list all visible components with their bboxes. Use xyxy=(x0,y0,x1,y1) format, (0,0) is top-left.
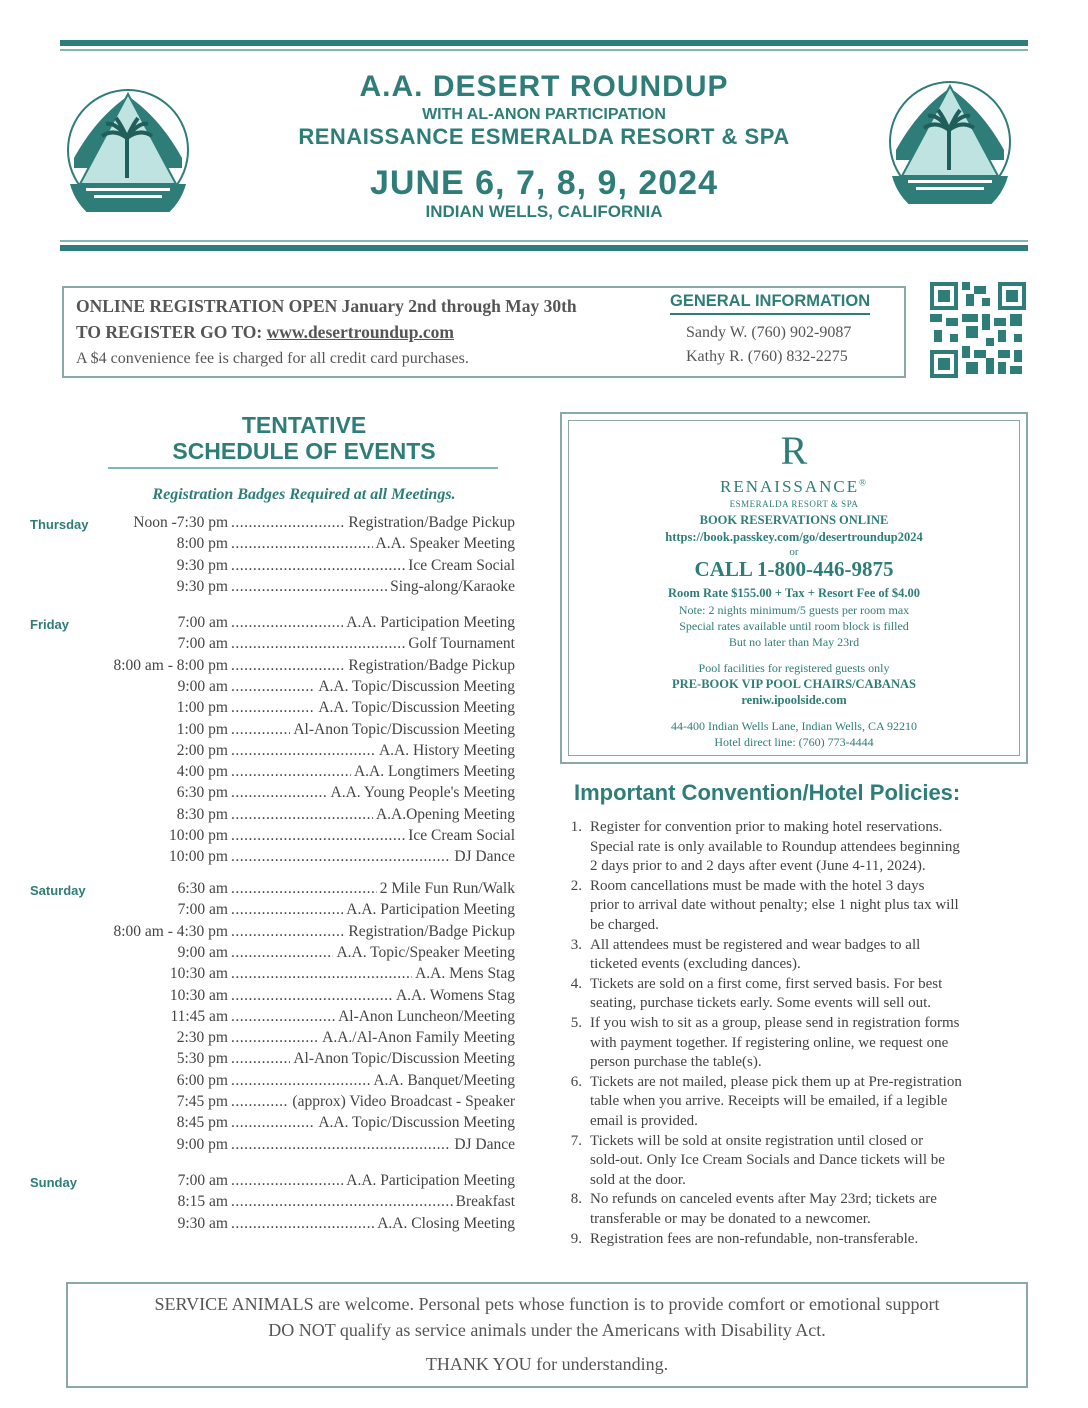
schedule-row xyxy=(90,1114,515,1135)
event-name: Registration/Badge Pickup xyxy=(348,514,515,531)
event-time: 8:00 am - 8:00 pm xyxy=(113,656,228,674)
event-time: 8:00 am - 4:30 pm xyxy=(113,922,228,940)
hotel-brand xyxy=(569,477,1019,497)
leader-dots xyxy=(231,944,333,962)
event-name: A.A. Young People's Meeting xyxy=(330,784,515,802)
leader-dots xyxy=(231,763,351,781)
policy-line: Register for convention prior to making hotel reservations. xyxy=(590,819,943,835)
event-name: A.A. Topic/Discussion Meeting xyxy=(318,699,515,717)
event-time: 8:00 pm xyxy=(176,535,228,553)
convenience-fee-note: A $4 convenience fee is charged for all credit card purchases. xyxy=(76,350,469,367)
event-time: 9:30 pm xyxy=(176,577,228,595)
pool-link[interactable]: reniw.ipoolside.com xyxy=(741,693,847,707)
schedule-row xyxy=(90,827,515,848)
event-name: Sing-along/Karaoke xyxy=(390,577,515,595)
policy-line: Room cancellations must be made with the hotel 3 days xyxy=(590,877,925,894)
qr-code-icon xyxy=(930,282,1026,378)
event-time: 1:00 pm xyxy=(176,720,228,738)
header-bottom-rule-thin xyxy=(60,240,1028,242)
schedule-row xyxy=(90,614,515,635)
policy-text xyxy=(590,936,1020,975)
schedule-row xyxy=(90,657,515,678)
day-label-saturday: Saturday xyxy=(30,883,86,898)
event-time: 4:00 pm xyxy=(176,763,228,781)
event-name: Al-Anon Topic/Discussion Meeting xyxy=(293,720,515,738)
event-time: 10:00 pm xyxy=(169,827,228,844)
leader-dots xyxy=(231,635,405,653)
event-name: A.A. Speaker Meeting xyxy=(375,535,515,553)
schedule-row xyxy=(90,784,515,805)
event-time: 8:45 pm xyxy=(176,1114,228,1132)
policy-text xyxy=(590,1132,1020,1191)
schedule-row xyxy=(90,1008,515,1029)
policy-item xyxy=(560,1073,1020,1132)
policies-title: Important Convention/Hotel Policies: xyxy=(574,780,961,805)
palm-triangle-logo-icon xyxy=(66,88,190,212)
event-time: 9:00 am xyxy=(177,943,228,961)
schedule-title-line2: SCHEDULE OF EVENTS xyxy=(172,438,436,464)
event-name: 2 Mile Fun Run/Walk xyxy=(379,880,515,897)
event-name: Golf Tournament xyxy=(408,635,515,653)
event-name: A.A.Opening Meeting xyxy=(375,805,515,823)
header-top-rule xyxy=(60,40,1028,46)
general-info-title: GENERAL INFORMATION xyxy=(670,292,870,315)
leader-dots xyxy=(231,1008,335,1026)
schedule-row xyxy=(90,1050,515,1071)
policy-number: 4. xyxy=(570,975,582,992)
policy-item xyxy=(560,877,1020,936)
policy-line: with payment together. If registering online, we request one xyxy=(590,1034,949,1051)
event-title: A.A. DESERT ROUNDUP xyxy=(359,70,729,103)
schedule-row xyxy=(90,699,515,720)
schedule-title-line1: TENTATIVE xyxy=(241,412,367,438)
event-name: A.A. Topic/Speaker Meeting xyxy=(336,943,515,961)
rate-note-2: Special rates available until room block is filled xyxy=(679,619,909,633)
policy-item xyxy=(560,818,1020,877)
leader-dots xyxy=(231,721,290,739)
event-time: 7:00 am xyxy=(177,635,228,653)
policy-line: Tickets are not mailed, please pick them up at Pre-registration xyxy=(590,1073,962,1090)
leader-dots xyxy=(231,1114,315,1132)
register-prefix: TO REGISTER GO TO: xyxy=(76,322,267,342)
leader-dots xyxy=(231,1193,453,1211)
event-time: 9:30 pm xyxy=(176,556,228,574)
policy-line: If you wish to sit as a group, please send in registration forms xyxy=(590,1015,960,1031)
schedule-row xyxy=(90,806,515,827)
leader-dots xyxy=(231,1136,451,1154)
policy-line: person purchase the table(s). xyxy=(590,1054,762,1071)
leader-dots xyxy=(231,806,373,824)
event-time: Noon -7:30 pm xyxy=(133,514,228,531)
policy-line: sold-out. Only Ice Cream Socials and Dance tickets will be xyxy=(590,1152,945,1169)
event-time: 1:00 pm xyxy=(176,699,228,717)
schedule-row xyxy=(90,578,515,599)
event-name: A.A./Al-Anon Family Meeting xyxy=(322,1029,515,1047)
room-rate: Room Rate $155.00 + Tax + Resort Fee of $4.00 xyxy=(667,586,921,600)
event-time: 2:00 pm xyxy=(176,741,228,759)
leader-dots xyxy=(231,784,328,802)
event-time: 2:30 pm xyxy=(176,1029,228,1047)
hotel-box-inner xyxy=(568,420,1020,756)
event-time: 8:30 pm xyxy=(176,805,228,823)
service-animals-box xyxy=(66,1282,1028,1388)
header-bottom-rule xyxy=(60,245,1028,251)
service-animals-line2: DO NOT qualify as service animals under the Americans with Disability Act. xyxy=(268,1320,826,1340)
event-name: Ice Cream Social xyxy=(408,556,515,574)
policy-line: seating, purchase tickets early. Some events will sell out. xyxy=(590,995,932,1012)
schedule-row xyxy=(90,1193,515,1214)
day-label-thursday: Thursday xyxy=(30,517,89,532)
schedule-row xyxy=(90,514,515,535)
registration-open-line: ONLINE REGISTRATION OPEN January 2nd through May 30th xyxy=(76,296,577,316)
policy-number: 8. xyxy=(570,1191,582,1208)
event-name: Registration/Badge Pickup xyxy=(348,656,515,674)
schedule-row xyxy=(90,557,515,578)
event-name: A.A. Topic/Discussion Meeting xyxy=(318,677,515,695)
event-time: 6:30 pm xyxy=(176,784,228,802)
event-name: Al-Anon Luncheon/Meeting xyxy=(338,1007,515,1025)
policy-text xyxy=(590,1190,1020,1229)
event-name: A.A. Closing Meeting xyxy=(377,1214,515,1232)
contact-sandy: Sandy W. (760) 902-9087 xyxy=(686,324,852,341)
event-name: DJ Dance xyxy=(454,848,515,866)
policy-text xyxy=(590,975,1020,1014)
leader-dots xyxy=(231,657,345,675)
schedule-row xyxy=(90,880,515,901)
leader-dots xyxy=(231,614,343,632)
policy-number: 7. xyxy=(570,1132,582,1149)
day-label-sunday: Sunday xyxy=(30,1175,77,1190)
booking-link[interactable]: https://book.passkey.com/go/desertroundup2024 xyxy=(665,530,923,544)
event-time: 8:15 am xyxy=(177,1193,228,1211)
leader-dots xyxy=(231,1072,370,1090)
event-name: A.A. Womens Stag xyxy=(395,986,515,1004)
policy-line: All attendees must be registered and wear badges to all xyxy=(590,936,921,953)
event-name: DJ Dance xyxy=(454,1135,515,1153)
leader-dots xyxy=(231,1215,374,1233)
leader-dots xyxy=(231,1172,343,1190)
leader-dots xyxy=(231,535,373,553)
schedule-row xyxy=(90,965,515,986)
leader-dots xyxy=(231,1050,290,1068)
schedule-row xyxy=(90,721,515,742)
schedule-row xyxy=(90,1029,515,1050)
day-label-friday: Friday xyxy=(30,617,70,632)
event-name: A.A. Mens Stag xyxy=(415,965,515,983)
schedule-row xyxy=(90,535,515,556)
leader-dots xyxy=(231,987,393,1005)
leader-dots xyxy=(231,880,377,898)
leader-dots xyxy=(231,578,387,596)
event-venue: RENAISSANCE ESMERALDA RESORT & SPA xyxy=(298,124,790,149)
event-time: 5:30 pm xyxy=(176,1050,228,1068)
badges-note: Registration Badges Required at all Meetings. xyxy=(152,486,456,503)
policy-line: table when you arrive. Receipts will be emailed, if a legible xyxy=(590,1093,948,1110)
policy-item xyxy=(560,1190,1020,1229)
policy-text xyxy=(590,818,1020,877)
hotel-box xyxy=(560,412,1028,764)
pool-note: Pool facilities for registered guests only xyxy=(698,661,890,675)
hotel-address: 44-400 Indian Wells Lane, Indian Wells, CA 92210 xyxy=(671,719,917,733)
event-name: A.A. History Meeting xyxy=(378,741,515,759)
event-location: INDIAN WELLS, CALIFORNIA xyxy=(425,202,663,221)
leader-dots xyxy=(231,901,343,919)
schedule-row xyxy=(90,1215,515,1236)
rate-note-1: Note: 2 nights minimum/5 guests per room max xyxy=(678,603,910,617)
schedule-row xyxy=(90,944,515,965)
call-number: CALL 1-800-446-9875 xyxy=(694,557,894,581)
event-time: 7:00 am xyxy=(177,614,228,631)
policy-number: 9. xyxy=(570,1230,582,1247)
schedule-row xyxy=(90,742,515,763)
policy-item xyxy=(560,1230,1020,1250)
hotel-brand-sub: ESMERALDA RESORT & SPA xyxy=(729,499,859,509)
policy-text xyxy=(590,1073,1020,1132)
register-line xyxy=(76,322,454,343)
policy-number: 1. xyxy=(570,819,582,835)
policy-line: ticketed events (excluding dances). xyxy=(590,956,801,973)
event-time: 10:30 am xyxy=(169,965,228,983)
leader-dots xyxy=(231,848,451,866)
event-name: A.A. Participation Meeting xyxy=(346,901,515,919)
policy-number: 5. xyxy=(570,1015,582,1031)
thank-you-line: THANK YOU for understanding. xyxy=(425,1354,669,1374)
schedule-row xyxy=(90,1093,515,1114)
event-time: 6:30 am xyxy=(177,880,228,897)
event-time: 10:00 pm xyxy=(169,848,228,866)
or-label: or xyxy=(789,546,799,558)
policy-item xyxy=(560,936,1020,975)
event-time: 11:45 am xyxy=(170,1007,228,1025)
schedule-title-rule xyxy=(108,467,498,469)
leader-dots xyxy=(231,557,405,575)
policy-number: 6. xyxy=(570,1073,582,1090)
book-online-label: BOOK RESERVATIONS ONLINE xyxy=(699,513,889,527)
rate-note-3: But no later than May 23rd xyxy=(728,635,860,649)
policy-text xyxy=(590,1230,1020,1250)
policy-line: 2 days prior to and 2 days after event (June 4-11, 2024). xyxy=(590,858,926,875)
event-subtitle: WITH AL-ANON PARTICIPATION xyxy=(422,106,666,123)
event-time: 9:30 am xyxy=(177,1214,228,1232)
leader-dots xyxy=(231,965,412,983)
service-animals-line1: SERVICE ANIMALS are welcome. Personal pets whose function is to provide comfort or emotional support xyxy=(154,1294,940,1314)
policy-line: sold at the door. xyxy=(590,1171,686,1188)
leader-dots xyxy=(231,742,376,760)
palm-triangle-logo-icon xyxy=(888,80,1012,204)
hotel-direct-line: Hotel direct line: (760) 773-4444 xyxy=(714,735,874,749)
event-time: 7:00 am xyxy=(177,901,228,919)
schedule-row xyxy=(90,763,515,784)
leader-dots xyxy=(231,827,405,845)
event-name: (approx) Video Broadcast - Speaker xyxy=(292,1093,515,1110)
event-name: A.A. Participation Meeting xyxy=(346,614,515,631)
leader-dots xyxy=(231,1093,289,1111)
schedule-row xyxy=(90,1136,515,1157)
policy-line: Tickets will be sold at onsite registration until closed or xyxy=(590,1132,924,1149)
schedule-row xyxy=(90,923,515,944)
header-top-rule-thin xyxy=(60,49,1028,51)
contact-kathy: Kathy R. (760) 832-2275 xyxy=(686,348,848,365)
event-name: Breakfast xyxy=(455,1193,515,1211)
schedule-row xyxy=(90,848,515,869)
event-name: A.A. Longtimers Meeting xyxy=(353,763,515,781)
schedule-row xyxy=(90,635,515,656)
policy-number: 2. xyxy=(570,877,582,894)
event-name: Registration/Badge Pickup xyxy=(348,922,515,940)
schedule-row xyxy=(90,987,515,1008)
policy-item xyxy=(560,1014,1020,1073)
policy-text xyxy=(590,877,1020,936)
policy-item xyxy=(560,1132,1020,1191)
schedule-row xyxy=(90,678,515,699)
event-name: A.A. Topic/Discussion Meeting xyxy=(318,1114,515,1132)
event-time: 10:30 am xyxy=(169,986,228,1004)
policy-line: Registration fees are non-refundable, non-transferable. xyxy=(590,1230,919,1247)
event-time: 9:00 pm xyxy=(176,1135,228,1153)
hotel-brand-name: RENAISSANCE xyxy=(720,477,860,496)
pool-prebook: PRE-BOOK VIP POOL CHAIRS/CABANAS xyxy=(672,677,916,691)
policy-line: Tickets are sold on a first come, first served basis. For best xyxy=(590,975,943,992)
event-name: A.A. Participation Meeting xyxy=(346,1172,515,1189)
policy-number: 3. xyxy=(570,936,582,953)
registration-box xyxy=(62,286,906,378)
schedule-row xyxy=(90,1172,515,1193)
policy-line: No refunds on canceled events after May 23rd; tickets are xyxy=(590,1191,937,1208)
policy-line: be charged. xyxy=(590,916,659,933)
event-dates: JUNE 6, 7, 8, 9, 2024 xyxy=(370,164,718,202)
event-time: 6:00 pm xyxy=(176,1071,228,1089)
event-time: 7:45 pm xyxy=(176,1093,228,1110)
event-time: 7:00 am xyxy=(177,1172,228,1189)
event-name: Al-Anon Topic/Discussion Meeting xyxy=(293,1050,515,1068)
policy-item xyxy=(560,975,1020,1014)
schedule-row xyxy=(90,1072,515,1093)
renaissance-logo-icon: R xyxy=(780,428,808,473)
event-name: A.A. Banquet/Meeting xyxy=(373,1071,515,1089)
leader-dots xyxy=(231,514,345,532)
registered-mark: ® xyxy=(859,477,868,488)
leader-dots xyxy=(231,923,345,941)
policy-line: email is provided. xyxy=(590,1112,698,1129)
policy-text xyxy=(590,1014,1020,1073)
register-link[interactable]: www.desertroundup.com xyxy=(266,322,454,342)
schedule-row xyxy=(90,901,515,922)
policy-line: Special rate is only available to Roundup attendees beginning xyxy=(590,838,960,855)
event-name: Ice Cream Social xyxy=(408,827,515,844)
leader-dots xyxy=(231,1029,319,1047)
leader-dots xyxy=(231,678,315,696)
policy-line: prior to arrival date without penalty; else 1 night plus tax will xyxy=(590,897,959,914)
policy-line: transferable or may be donated to a newcomer. xyxy=(590,1210,871,1227)
leader-dots xyxy=(231,699,315,717)
event-time: 9:00 am xyxy=(177,677,228,695)
